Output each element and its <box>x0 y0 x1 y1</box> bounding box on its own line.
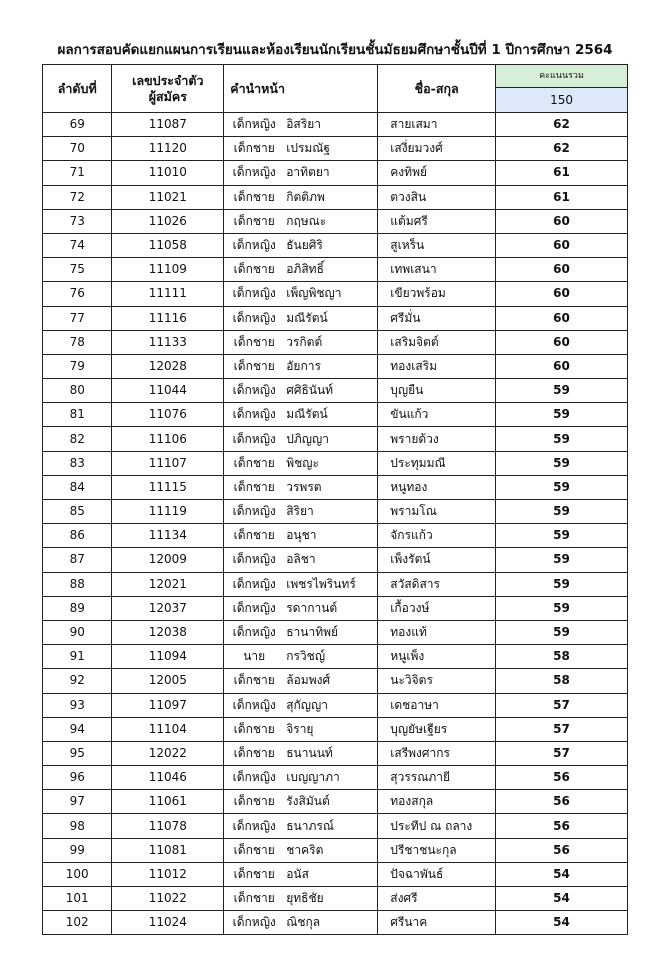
applicant-id-cell: 11024 <box>112 911 224 935</box>
prefix-text: นาย <box>243 649 266 664</box>
table-row <box>43 137 628 161</box>
first-name-text: อนัส <box>286 866 309 881</box>
rank-cell: 70 <box>43 137 112 161</box>
rank-cell: 98 <box>43 814 112 838</box>
surname-cell: นะวิจิตร <box>378 669 496 693</box>
rank-cell: 85 <box>43 500 112 524</box>
applicant-id-cell: 11120 <box>112 137 224 161</box>
table-row <box>43 645 628 669</box>
applicant-id-cell: 11107 <box>112 451 224 475</box>
score-cell: 61 <box>496 185 628 209</box>
surname-cell: สวัสดิสาร <box>378 572 496 596</box>
surname-cell: หนูเพ็ง <box>378 645 496 669</box>
applicant-id-cell: 11134 <box>112 524 224 548</box>
score-cell: 59 <box>496 500 628 524</box>
table-row <box>43 814 628 838</box>
surname-cell: เขียวพร้อม <box>378 282 496 306</box>
name-cell <box>224 838 378 862</box>
surname-cell: สายเสมา <box>378 113 496 137</box>
surname-cell: สุวรรณภายี <box>378 766 496 790</box>
first-name-text: สิริยา <box>286 504 314 519</box>
name-cell <box>224 330 378 354</box>
first-name-text: รดากานต์ <box>286 600 338 615</box>
rank-cell: 95 <box>43 741 112 765</box>
applicant-id-cell: 11109 <box>112 258 224 282</box>
rank-cell: 90 <box>43 620 112 644</box>
prefix-text: เด็กหญิง <box>232 504 276 519</box>
surname-cell: ปัจฉาพันธ์ <box>378 862 496 886</box>
surname-cell: ศรีมั่น <box>378 306 496 330</box>
score-cell: 62 <box>496 137 628 161</box>
header-id-line1: เลขประจำตัว <box>132 72 204 88</box>
table-row <box>43 887 628 911</box>
table-row <box>43 500 628 524</box>
table-row <box>43 596 628 620</box>
rank-cell: 91 <box>43 645 112 669</box>
score-cell: 60 <box>496 233 628 257</box>
applicant-id-cell: 11058 <box>112 233 224 257</box>
applicant-id-cell: 11116 <box>112 306 224 330</box>
table-row <box>43 233 628 257</box>
surname-cell: เสริมจิตต์ <box>378 330 496 354</box>
name-cell <box>224 741 378 765</box>
name-cell <box>224 790 378 814</box>
first-name-text: ศศิธินันท์ <box>286 383 334 398</box>
surname-cell: บุญยัษเฐียร <box>378 717 496 741</box>
table-row <box>43 911 628 935</box>
applicant-id-cell: 11106 <box>112 427 224 451</box>
prefix-text: เด็กหญิง <box>232 697 276 712</box>
first-name-text: มณีรัตน์ <box>286 310 328 325</box>
score-cell: 59 <box>496 572 628 596</box>
rank-cell: 97 <box>43 790 112 814</box>
first-name-text: กิตติภพ <box>286 189 325 204</box>
prefix-text: เด็กหญิง <box>232 600 276 615</box>
score-cell: 58 <box>496 645 628 669</box>
table-row <box>43 766 628 790</box>
rank-cell: 80 <box>43 379 112 403</box>
score-cell: 59 <box>496 451 628 475</box>
name-cell <box>224 814 378 838</box>
prefix-text: เด็กชาย <box>233 334 275 349</box>
prefix-text: เด็กชาย <box>233 479 275 494</box>
first-name-text: พิชญะ <box>286 455 319 470</box>
applicant-id-cell: 12009 <box>112 548 224 572</box>
first-name-text: ธานาทิพย์ <box>286 625 339 640</box>
rank-cell: 82 <box>43 427 112 451</box>
table-row <box>43 741 628 765</box>
rank-cell: 99 <box>43 838 112 862</box>
first-name-text: ณิชกุล <box>286 915 321 930</box>
surname-cell: ศรีนาค <box>378 911 496 935</box>
applicant-id-cell: 12028 <box>112 354 224 378</box>
name-cell <box>224 524 378 548</box>
header-max-score: 150 <box>496 88 628 113</box>
surname-cell: คงทิพย์ <box>378 161 496 185</box>
applicant-id-cell: 11022 <box>112 887 224 911</box>
first-name-text: เปรมณัฐ <box>286 141 331 156</box>
surname-cell: เทพเสนา <box>378 258 496 282</box>
name-cell <box>224 911 378 935</box>
score-cell: 60 <box>496 282 628 306</box>
applicant-id-cell: 12022 <box>112 741 224 765</box>
applicant-id-cell: 11104 <box>112 717 224 741</box>
first-name-text: เพชรไพรินทร์ <box>286 576 356 591</box>
table-row <box>43 572 628 596</box>
name-cell <box>224 354 378 378</box>
applicant-id-cell: 11094 <box>112 645 224 669</box>
table-row <box>43 379 628 403</box>
first-name-text: อาทิตยา <box>286 165 330 180</box>
score-cell: 59 <box>496 379 628 403</box>
table-row <box>43 475 628 499</box>
name-cell <box>224 113 378 137</box>
applicant-id-cell: 11081 <box>112 838 224 862</box>
name-cell <box>224 209 378 233</box>
name-cell <box>224 427 378 451</box>
applicant-id-cell: 12038 <box>112 620 224 644</box>
header-score: คะแนนรวม <box>496 65 628 88</box>
surname-cell: ตวงสิน <box>378 185 496 209</box>
rank-cell: 92 <box>43 669 112 693</box>
header-id-line2: ผู้สมัคร <box>148 88 187 104</box>
first-name-text: วรกิตต์ <box>286 334 323 349</box>
header-rank: ลำดับที่ <box>43 65 112 113</box>
rank-cell: 100 <box>43 862 112 886</box>
rank-cell: 83 <box>43 451 112 475</box>
rank-cell: 75 <box>43 258 112 282</box>
score-cell: 59 <box>496 475 628 499</box>
name-cell <box>224 596 378 620</box>
rank-cell: 71 <box>43 161 112 185</box>
rank-cell: 89 <box>43 596 112 620</box>
surname-cell: ทองเสริม <box>378 354 496 378</box>
score-cell: 59 <box>496 548 628 572</box>
first-name-text: มณีรัตน์ <box>286 407 328 422</box>
table-body <box>43 113 628 935</box>
score-cell: 54 <box>496 862 628 886</box>
surname-cell: เดชอาษา <box>378 693 496 717</box>
header-fullname: ชื่อ-สกุล <box>378 65 496 113</box>
first-name-text: ธนาภรณ์ <box>286 818 334 833</box>
name-cell <box>224 620 378 644</box>
table-row <box>43 306 628 330</box>
header-applicant-id <box>112 65 224 113</box>
first-name-text: อัยการ <box>286 358 321 373</box>
surname-cell: พรายด้วง <box>378 427 496 451</box>
prefix-text: เด็กชาย <box>233 891 275 906</box>
surname-cell: เพ็งรัตน์ <box>378 548 496 572</box>
score-cell: 59 <box>496 427 628 451</box>
rank-cell: 88 <box>43 572 112 596</box>
table-row <box>43 209 628 233</box>
surname-cell: ทองสกุล <box>378 790 496 814</box>
applicant-id-cell: 11026 <box>112 209 224 233</box>
score-cell: 60 <box>496 354 628 378</box>
rank-cell: 77 <box>43 306 112 330</box>
name-cell <box>224 572 378 596</box>
rank-cell: 73 <box>43 209 112 233</box>
score-cell: 60 <box>496 306 628 330</box>
applicant-id-cell: 11044 <box>112 379 224 403</box>
table-row <box>43 693 628 717</box>
prefix-text: เด็กหญิง <box>232 286 276 301</box>
prefix-text: เด็กหญิง <box>232 576 276 591</box>
surname-cell: เกื้อวงษ์ <box>378 596 496 620</box>
rank-cell: 76 <box>43 282 112 306</box>
prefix-text: เด็กหญิง <box>232 915 276 930</box>
first-name-text: ธันยศิริ <box>286 238 323 253</box>
score-cell: 60 <box>496 209 628 233</box>
applicant-id-cell: 11061 <box>112 790 224 814</box>
table-row <box>43 524 628 548</box>
score-cell: 57 <box>496 693 628 717</box>
surname-cell: ปรีชาชนะกุล <box>378 838 496 862</box>
prefix-text: เด็กชาย <box>233 262 275 277</box>
prefix-text: เด็กหญิง <box>232 407 276 422</box>
prefix-text: เด็กหญิง <box>232 238 276 253</box>
applicant-id-cell: 12005 <box>112 669 224 693</box>
prefix-text: เด็กชาย <box>233 673 275 688</box>
score-cell: 57 <box>496 717 628 741</box>
applicant-id-cell: 11078 <box>112 814 224 838</box>
table-row <box>43 548 628 572</box>
rank-cell: 94 <box>43 717 112 741</box>
applicant-id-cell: 11087 <box>112 113 224 137</box>
first-name-text: ธนานนท์ <box>286 745 333 760</box>
rank-cell: 96 <box>43 766 112 790</box>
prefix-text: เด็กชาย <box>233 358 275 373</box>
prefix-text: เด็กชาย <box>233 213 275 228</box>
name-cell <box>224 862 378 886</box>
first-name-text: จิรายุ <box>286 721 314 736</box>
applicant-id-cell: 11115 <box>112 475 224 499</box>
score-cell: 60 <box>496 330 628 354</box>
surname-cell: บุญยืน <box>378 379 496 403</box>
first-name-text: อนุชา <box>286 528 317 543</box>
table-row <box>43 282 628 306</box>
table-row <box>43 790 628 814</box>
rank-cell: 74 <box>43 233 112 257</box>
score-cell: 54 <box>496 911 628 935</box>
score-cell: 59 <box>496 596 628 620</box>
score-cell: 61 <box>496 161 628 185</box>
first-name-text: กรวิชญ์ <box>286 649 326 664</box>
name-cell <box>224 451 378 475</box>
score-cell: 54 <box>496 887 628 911</box>
name-cell <box>224 282 378 306</box>
rank-cell: 86 <box>43 524 112 548</box>
prefix-text: เด็กชาย <box>233 842 275 857</box>
surname-cell: แต้มศรี <box>378 209 496 233</box>
score-cell: 59 <box>496 403 628 427</box>
table-row <box>43 330 628 354</box>
applicant-id-cell: 11097 <box>112 693 224 717</box>
prefix-text: เด็กชาย <box>233 528 275 543</box>
first-name-text: ชาคริต <box>286 842 324 857</box>
name-cell <box>224 645 378 669</box>
rank-cell: 78 <box>43 330 112 354</box>
surname-cell: หนูทอง <box>378 475 496 499</box>
table-row <box>43 620 628 644</box>
table-row <box>43 451 628 475</box>
prefix-text: เด็กหญิง <box>232 552 276 567</box>
rank-cell: 72 <box>43 185 112 209</box>
rank-cell: 101 <box>43 887 112 911</box>
prefix-text: เด็กหญิง <box>232 383 276 398</box>
score-cell: 62 <box>496 113 628 137</box>
prefix-text: เด็กชาย <box>233 794 275 809</box>
score-cell: 60 <box>496 258 628 282</box>
name-cell <box>224 887 378 911</box>
first-name-text: ล้อมพงศ์ <box>286 673 331 688</box>
surname-cell: สูเหร็น <box>378 233 496 257</box>
first-name-text: เพ็ญพิชญา <box>286 286 342 301</box>
rank-cell: 87 <box>43 548 112 572</box>
name-cell <box>224 185 378 209</box>
name-cell <box>224 693 378 717</box>
score-cell: 58 <box>496 669 628 693</box>
prefix-text: เด็กหญิง <box>232 165 276 180</box>
applicant-id-cell: 11012 <box>112 862 224 886</box>
applicant-id-cell: 11010 <box>112 161 224 185</box>
score-cell: 56 <box>496 790 628 814</box>
first-name-text: สุกัญญา <box>286 697 328 712</box>
name-cell <box>224 766 378 790</box>
surname-cell: จักรแก้ว <box>378 524 496 548</box>
table-row <box>43 354 628 378</box>
applicant-id-cell: 12021 <box>112 572 224 596</box>
surname-cell: เสงี่ยมวงศ์ <box>378 137 496 161</box>
rank-cell: 102 <box>43 911 112 935</box>
table-row <box>43 258 628 282</box>
surname-cell: ทองแท้ <box>378 620 496 644</box>
score-cell: 56 <box>496 766 628 790</box>
applicant-id-cell: 12037 <box>112 596 224 620</box>
first-name-text: เบญญาภา <box>286 770 340 785</box>
rank-cell: 84 <box>43 475 112 499</box>
prefix-text: เด็กชาย <box>233 745 275 760</box>
surname-cell: ประทุมมณี <box>378 451 496 475</box>
table-row <box>43 669 628 693</box>
surname-cell: ส่งศรี <box>378 887 496 911</box>
name-cell <box>224 669 378 693</box>
applicant-id-cell: 11111 <box>112 282 224 306</box>
name-cell <box>224 548 378 572</box>
name-cell <box>224 475 378 499</box>
name-cell <box>224 258 378 282</box>
first-name-text: ปภิญญา <box>286 431 329 446</box>
prefix-text: เด็กหญิง <box>232 818 276 833</box>
rank-cell: 93 <box>43 693 112 717</box>
score-cell: 56 <box>496 838 628 862</box>
name-cell <box>224 233 378 257</box>
first-name-text: ยุทธิชัย <box>286 891 324 906</box>
table-row <box>43 113 628 137</box>
prefix-text: เด็กหญิง <box>232 431 276 446</box>
score-cell: 56 <box>496 814 628 838</box>
score-cell: 59 <box>496 524 628 548</box>
first-name-text: อิสริยา <box>286 117 321 132</box>
first-name-text: กฤษณะ <box>286 213 327 228</box>
name-cell <box>224 137 378 161</box>
score-cell: 57 <box>496 741 628 765</box>
surname-cell: ขันแก้ว <box>378 403 496 427</box>
score-cell: 59 <box>496 620 628 644</box>
table-row <box>43 427 628 451</box>
first-name-text: อลิชา <box>286 552 316 567</box>
page-title: ผลการสอบคัดแยกแผนการเรียนและห้องเรียนนักเรียนชั้นมัธยมศึกษาชั้นปีที่ 1 ปีการศึกษา 2564 <box>57 42 613 58</box>
table-row <box>43 838 628 862</box>
applicant-id-cell: 11046 <box>112 766 224 790</box>
prefix-text: เด็กชาย <box>233 189 275 204</box>
prefix-text: เด็กหญิง <box>232 625 276 640</box>
first-name-text: วรพรต <box>286 479 322 494</box>
prefix-text: เด็กชาย <box>233 141 275 156</box>
name-cell <box>224 717 378 741</box>
prefix-text: เด็กชาย <box>233 455 275 470</box>
name-cell <box>224 161 378 185</box>
surname-cell: เสรีพงศากร <box>378 741 496 765</box>
name-cell <box>224 500 378 524</box>
prefix-text: เด็กชาย <box>233 721 275 736</box>
table-row <box>43 862 628 886</box>
applicant-id-cell: 11133 <box>112 330 224 354</box>
name-cell <box>224 306 378 330</box>
surname-cell: ประทีป ณ ถลาง <box>378 814 496 838</box>
table-row <box>43 185 628 209</box>
name-cell <box>224 403 378 427</box>
surname-cell: พรามโณ <box>378 500 496 524</box>
applicant-id-cell: 11119 <box>112 500 224 524</box>
first-name-text: รังสิมันต์ <box>286 794 330 809</box>
results-table <box>42 64 628 935</box>
rank-cell: 79 <box>43 354 112 378</box>
first-name-text: อภิสิทธิ์ <box>286 262 324 277</box>
applicant-id-cell: 11076 <box>112 403 224 427</box>
rank-cell: 81 <box>43 403 112 427</box>
prefix-text: เด็กหญิง <box>232 770 276 785</box>
prefix-text: เด็กชาย <box>233 866 275 881</box>
header-prefix <box>224 65 378 113</box>
prefix-text: เด็กหญิง <box>232 310 276 325</box>
rank-cell: 69 <box>43 113 112 137</box>
table-row <box>43 161 628 185</box>
name-cell <box>224 379 378 403</box>
prefix-text: เด็กหญิง <box>232 117 276 132</box>
table-row <box>43 717 628 741</box>
table-header-row <box>43 65 628 88</box>
applicant-id-cell: 11021 <box>112 185 224 209</box>
header-prefix-label: คำนำหน้า <box>230 81 285 96</box>
table-row <box>43 403 628 427</box>
